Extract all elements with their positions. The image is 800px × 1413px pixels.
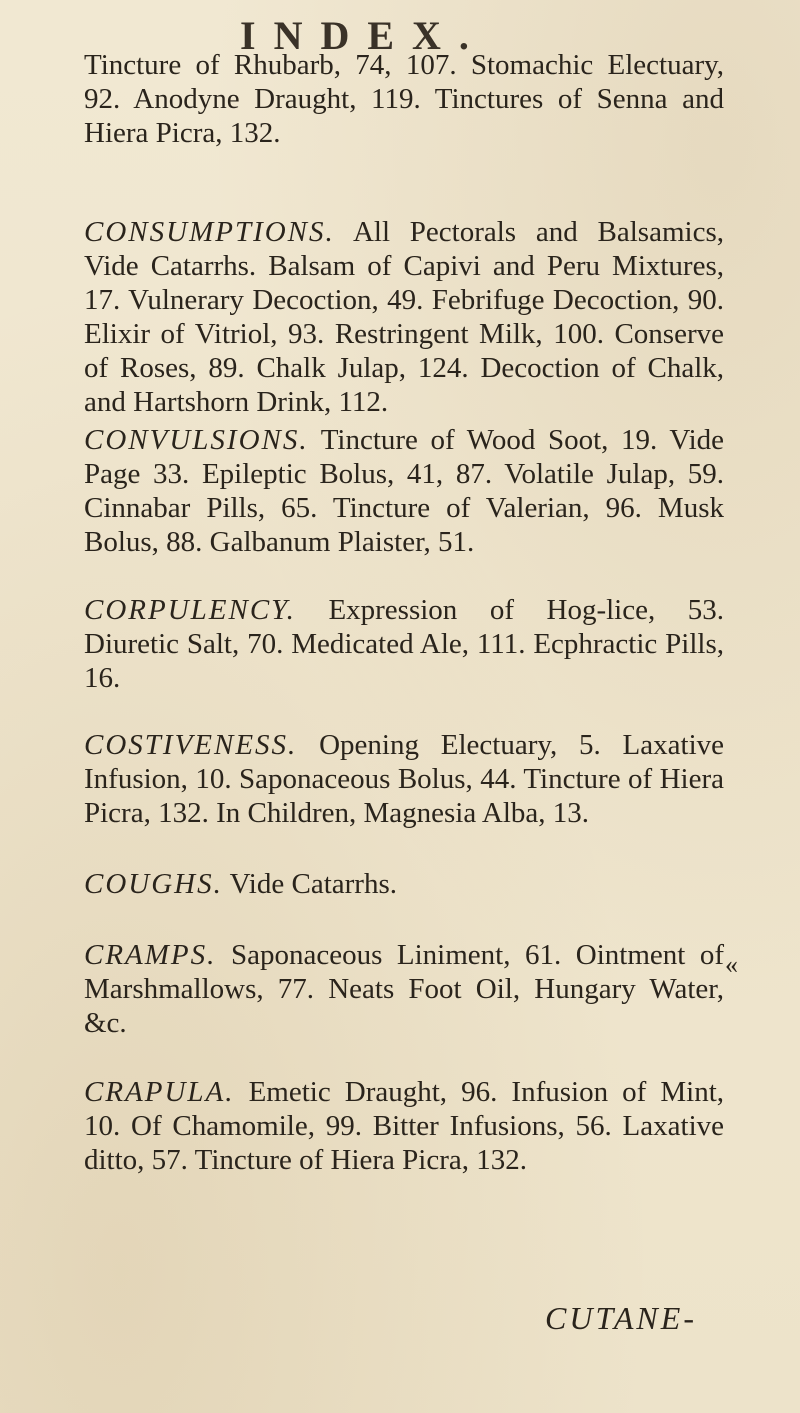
index-entry-convulsions	[84, 423, 724, 559]
index-entry-cramps	[84, 938, 724, 1040]
entry-text: Emetic Draught, 96. Infusion of Mint, 10. Of Chamomile, 99. Bitter Infusions, 56. Laxative ditto, 57. Tincture of Hiera Picra, 132.	[84, 1076, 725, 1176]
entry-heading: CONSUMPTIONS.	[84, 216, 335, 248]
catchword: CUTANE-	[545, 1300, 697, 1336]
running-head: INDEX.	[240, 13, 487, 58]
entry-text: Expression of Hog-lice, 53. Diuretic Salt, 70. Medicated Ale, 111. Ecphractic Pills, 16.	[84, 594, 724, 694]
entry-text: Saponaceous Liniment, 61. Ointment of Marshmallows, 77. Neats Foot Oil, Hungary Water, &c.	[84, 939, 725, 1039]
entry-text: All Pectorals and Balsamics, Vide Catarrhs. Balsam of Capivi and Peru Mixtures, 17. Vulnerary Decoction, 49. Febrifuge Decoction, 90. Elixir of Vitriol, 93. Restringent Milk, 100. Conserve of Roses, 89. Chalk Julap, 124. Decoction of Chalk, and Hartshorn Drink, 112.	[84, 216, 724, 418]
entry-heading: COUGHS.	[84, 868, 223, 900]
index-entry-crapula	[84, 1075, 724, 1177]
index-entry-consumptions	[84, 215, 724, 419]
entry-text: Opening Electuary, 5. Laxative Infusion, 10. Saponaceous Bolus, 44. Tincture of Hiera Picra, 132. In Children, Magnesia Alba, 13.	[84, 729, 724, 829]
entry-heading: CRAMPS.	[84, 939, 217, 971]
entry-text: Vide Catarrhs.	[229, 868, 397, 900]
entry-heading: CORPULENCY.	[84, 594, 296, 626]
index-entry-coughs	[84, 867, 724, 901]
entry-heading: CONVULSIONS.	[84, 424, 309, 456]
continued-entry	[84, 48, 724, 150]
signature-mark: «	[725, 950, 738, 979]
entry-heading: COSTIVENESS.	[84, 729, 298, 761]
entry-text: Tincture of Rhubarb, 74, 107. Stomachic Electuary, 92. Anodyne Draught, 119. Tinctures of Senna and Hiera Picra, 132.	[84, 49, 724, 149]
entry-text: Tincture of Wood Soot, 19. Vide Page 33. Epileptic Bolus, 41, 87. Volatile Julap, 59. Cinnabar Pills, 65. Tincture of Valerian, 96. Musk Bolus, 88. Galbanum Plaister, 51.	[84, 424, 725, 558]
index-entry-costiveness	[84, 728, 724, 830]
index-entry-corpulency	[84, 593, 724, 695]
entry-heading: CRAPULA.	[84, 1076, 235, 1108]
